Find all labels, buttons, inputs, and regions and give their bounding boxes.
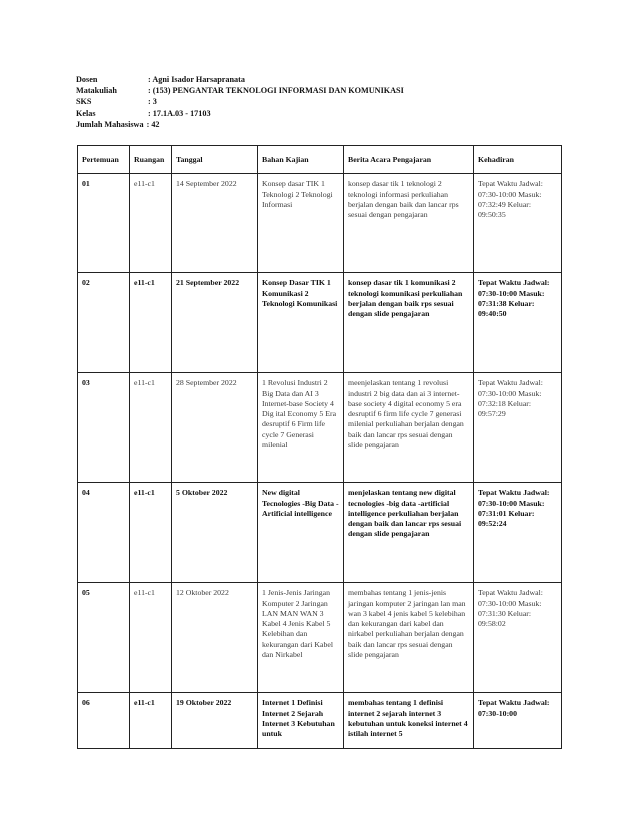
matakuliah-row (76, 85, 404, 96)
cell-tanggal: 19 Oktober 2022 (172, 693, 258, 749)
col-ruangan: Ruangan (130, 146, 172, 174)
cell-berita: menjelaskan tentang new digital tecnologies -big data -artificial intelligence perkuliahan berjalan dengan baik dan lancar rps sesuai dengan slide pengajaran (344, 483, 474, 583)
cell-kehadiran: Tepat Waktu Jadwal: 07:30-10:00 Masuk: 07:31:01 Keluar: 09:52:24 (474, 483, 562, 583)
document-header (76, 74, 404, 130)
dosen-value: : Agni Isador Harsapranata (148, 75, 245, 84)
sks-row (76, 96, 404, 107)
table-row (78, 693, 562, 749)
cell-tanggal: 21 September 2022 (172, 273, 258, 373)
cell-pertemuan: 01 (78, 174, 130, 273)
sks-value: : 3 (148, 97, 157, 107)
kelas-value: : 17.1A.03 - 17103 (148, 108, 211, 118)
cell-bahan: 1 Jenis-Jenis Jaringan Komputer 2 Jaringan LAN MAN WAN 3 Kabel 4 Jenis Kabel 5 Kelebihan dan kekurangan dari Kabel dan Nirkabel (258, 583, 344, 693)
cell-pertemuan: 05 (78, 583, 130, 693)
table-row (78, 174, 562, 273)
cell-tanggal: 14 September 2022 (172, 174, 258, 273)
sks-label: SKS (76, 97, 92, 107)
dosen-row (76, 74, 404, 85)
cell-berita: konsep dasar tik 1 teknologi 2 teknologi informasi perkuliahan berjalan dengan baik dan lancar rps sesuai dengan pengajaran (344, 174, 474, 273)
cell-tanggal: 5 Oktober 2022 (172, 483, 258, 583)
cell-berita: konsep dasar tik 1 komunikasi 2 teknologi komunikasi perkuliahan berjalan dengan baik rps sesuai dengan slide pengajaran (344, 273, 474, 373)
col-kehadiran: Kehadiran (474, 146, 562, 174)
table-header-row (78, 146, 562, 174)
jumlah-row (76, 119, 404, 130)
table-row (78, 373, 562, 483)
cell-kehadiran: Tepat Waktu Jadwal: 07:30-10:00 Masuk: 07:32:18 Keluar: 09:57:29 (474, 373, 562, 483)
cell-bahan: Konsep Dasar TIK 1 Komunikasi 2 Teknologi Komunikasi (258, 273, 344, 373)
col-pertemuan: Pertemuan (78, 146, 130, 174)
cell-berita: meenjelaskan tentang 1 revolusi industri 2 big data dan ai 3 internet-base society 4 digital economy 5 era desruptif 6 firm life cycle 7 generasi milenial perkuliahan berjalan dengan baik dan lancar rps sesuai dengan slide pengajaran (344, 373, 474, 483)
cell-kehadiran: Tepat Waktu Jadwal: 07:30-10:00 (474, 693, 562, 749)
col-berita-acara: Berita Acara Pengajaran (344, 146, 474, 174)
cell-kehadiran: Tepat Waktu Jadwal: 07:30-10:00 Masuk: 07:31:38 Keluar: 09:40:50 (474, 273, 562, 373)
cell-tanggal: 28 September 2022 (172, 373, 258, 483)
cell-ruangan: e11-c1 (130, 483, 172, 583)
cell-bahan: Internet 1 Definisi Internet 2 Sejarah Internet 3 Kebutuhan untuk (258, 693, 344, 749)
matakuliah-value: : (153) PENGANTAR TEKNOLOGI INFORMASI DAN KOMUNIKASI (148, 86, 404, 96)
cell-ruangan: e11-c1 (130, 693, 172, 749)
cell-pertemuan: 03 (78, 373, 130, 483)
matakuliah-label: Matakuliah (76, 86, 117, 96)
cell-bahan: Konsep dasar TIK 1 Teknologi 2 Teknologi Informasi (258, 174, 344, 273)
cell-bahan: New digital Tecnologies -Big Data -Artificial intelligence (258, 483, 344, 583)
table-row (78, 273, 562, 373)
col-bahan-kajian: Bahan Kajian (258, 146, 344, 174)
cell-pertemuan: 02 (78, 273, 130, 373)
cell-pertemuan: 06 (78, 693, 130, 749)
dosen-label: Dosen (76, 75, 98, 84)
table-row (78, 583, 562, 693)
cell-kehadiran: Tepat Waktu Jadwal: 07:30-10:00 Masuk: 07:32:49 Keluar: 09:50:35 (474, 174, 562, 273)
cell-bahan: 1 Revolusi Industri 2 Big Data dan AI 3 Internet-base Society 4 Dig ital Economy 5 Era desruptif 6 Firm life cycle 7 Generasi milenial (258, 373, 344, 483)
cell-tanggal: 12 Oktober 2022 (172, 583, 258, 693)
cell-ruangan: e11-c1 (130, 373, 172, 483)
cell-ruangan: e11-c1 (130, 273, 172, 373)
cell-pertemuan: 04 (78, 483, 130, 583)
cell-ruangan: e11-c1 (130, 174, 172, 273)
cell-berita: membahas tentang 1 jenis-jenis jaringan komputer 2 jaringan lan man wan 3 kabel 4 jenis kabel 5 kelebihan dan kekurangan dari kabel dan nirkabel perkuliahan berjalan dengan baik dan lancar rps sesuai dengan slide pengajaran (344, 583, 474, 693)
kelas-row (76, 108, 404, 119)
jumlah-label: Jumlah Mahasiswa (76, 119, 144, 129)
cell-ruangan: e11-c1 (130, 583, 172, 693)
col-tanggal: Tanggal (172, 146, 258, 174)
attendance-table (77, 145, 562, 749)
cell-kehadiran: Tepat Waktu Jadwal: 07:30-10:00 Masuk: 07:31:30 Keluar: 09:58:02 (474, 583, 562, 693)
kelas-label: Kelas (76, 108, 96, 118)
cell-berita: membahas tentang 1 definisi internet 2 sejarah internet 3 kebutuhan untuk koneksi internet 4 istilah internet 5 (344, 693, 474, 749)
jumlah-value: : 42 (146, 119, 160, 129)
table-row (78, 483, 562, 583)
